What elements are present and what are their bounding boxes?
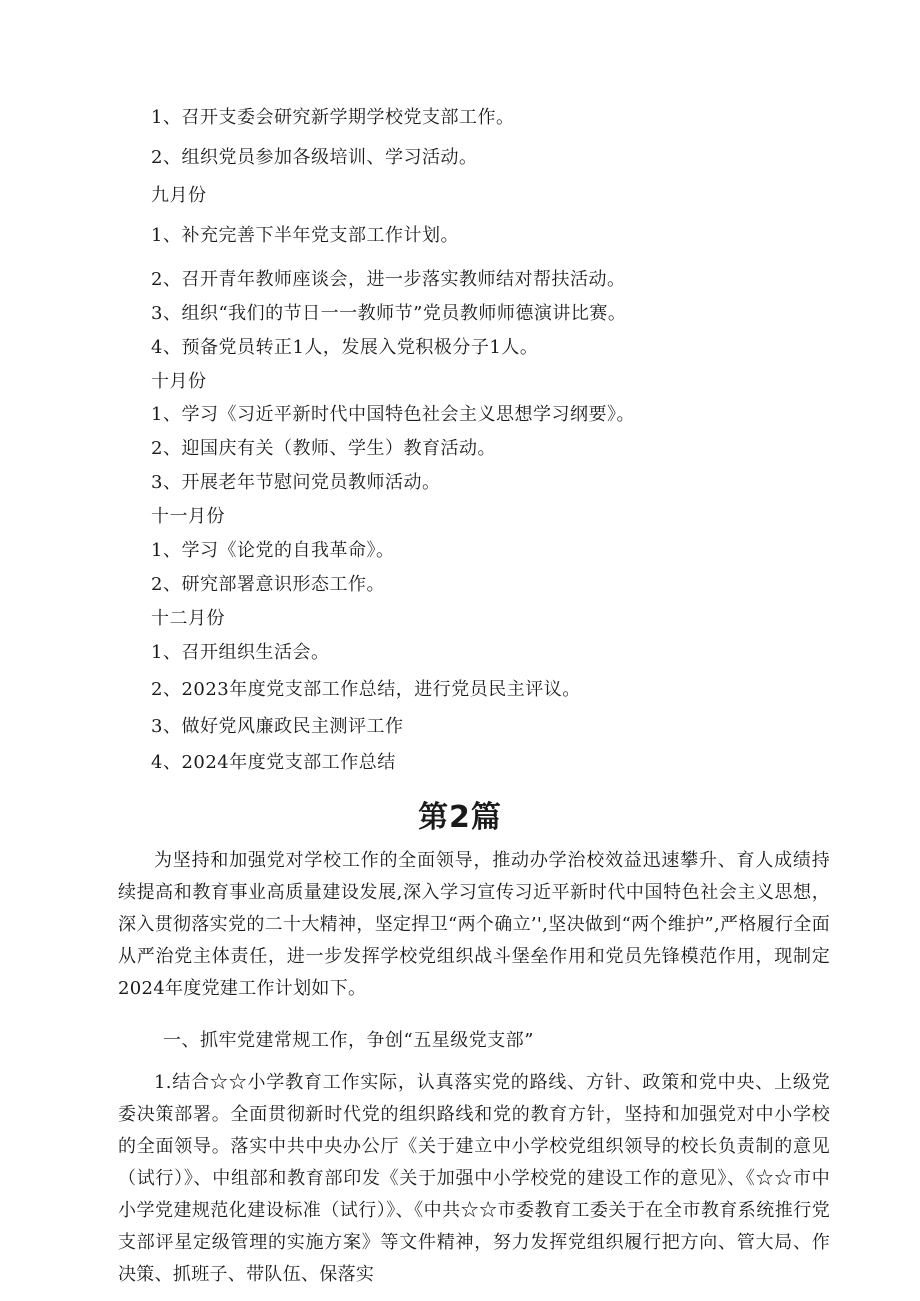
- list-item: 2、迎国庆有关（教师、学生）教育活动。: [151, 438, 496, 459]
- month-heading: 十二月份: [151, 608, 225, 629]
- month-heading: 十月份: [151, 371, 207, 392]
- list-item: 4、2024年度党支部工作总结: [151, 752, 396, 773]
- list-item: 2、召开青年教师座谈会，进一步落实教师结对帮扶活动。: [151, 269, 626, 290]
- list-item: 1、召开组织生活会。: [151, 642, 330, 663]
- list-item: 4、预备党员转正1人，发展入党积极分子1人。: [151, 337, 539, 358]
- list-item: 2、2023年度党支部工作总结，进行党员民主评议。: [151, 679, 581, 700]
- list-item: 2、组织党员参加各级培训、学习活动。: [151, 147, 478, 168]
- section-title: 一、抓牢党建常规工作，争创“五星级党支部”: [163, 1030, 534, 1051]
- chapter-heading: 第2篇: [418, 800, 502, 835]
- list-item: 2、研究部署意识形态工作。: [151, 574, 385, 595]
- list-item: 1、补充完善下半年党支部工作计划。: [151, 225, 459, 246]
- section-paragraph: 1.结合☆☆小学教育工作实际，认真落实党的路线、方针、政策和党中央、上级党委决策部署。全面贯彻新时代党的组织路线和党的教育方针，坚持和加强党对中小学校的全面领导。落实中共中央办公厅《关于建立中小学校党组织领导的校长负责制的意见（试行）》、中组部和教育部印发《关于加强中小学校党的建设工作的意见》、《☆☆市中小学党建规范化建设标准（试行）》、《中共☆☆市委教育工委关于在全市教育系统推行党支部评星定级管理的实施方案》等文件精神，努力发挥党组织履行把方向、管大局、作决策、抓班子、带队伍、保落实: [118, 1072, 830, 1285]
- list-item: 1、学习《论党的自我革命》。: [151, 540, 395, 561]
- list-item: 3、做好党风廉政民主测评工作: [151, 716, 404, 737]
- month-heading: 九月份: [151, 185, 207, 206]
- list-item: 3、开展老年节慰问党员教师活动。: [151, 472, 441, 493]
- list-item: 3、组织“我们的节日一一教师节”党员教师师德演讲比赛。: [151, 303, 627, 324]
- list-item: 1、学习《习近平新时代中国特色社会主义思想学习纲要》。: [151, 404, 635, 425]
- list-item: 1、召开支委会研究新学期学校党支部工作。: [151, 107, 515, 128]
- intro-paragraph: 为坚持和加强党对学校工作的全面领导，推动办学治校效益迅速攀升、育人成绩持续提高和教育事业高质量建设发展,深入学习宣传习近平新时代中国特色社会主义思想，深入贯彻落实党的二十大精神，坚定捍卫“两个确立’',坚决做到“两个维护”,严格履行全面从严治党主体责任，进一步发挥学校党组织战斗堡垒作用和党员先锋模范作用，现制定2024年度党建工作计划如下。: [118, 850, 830, 999]
- month-heading: 十一月份: [151, 506, 225, 527]
